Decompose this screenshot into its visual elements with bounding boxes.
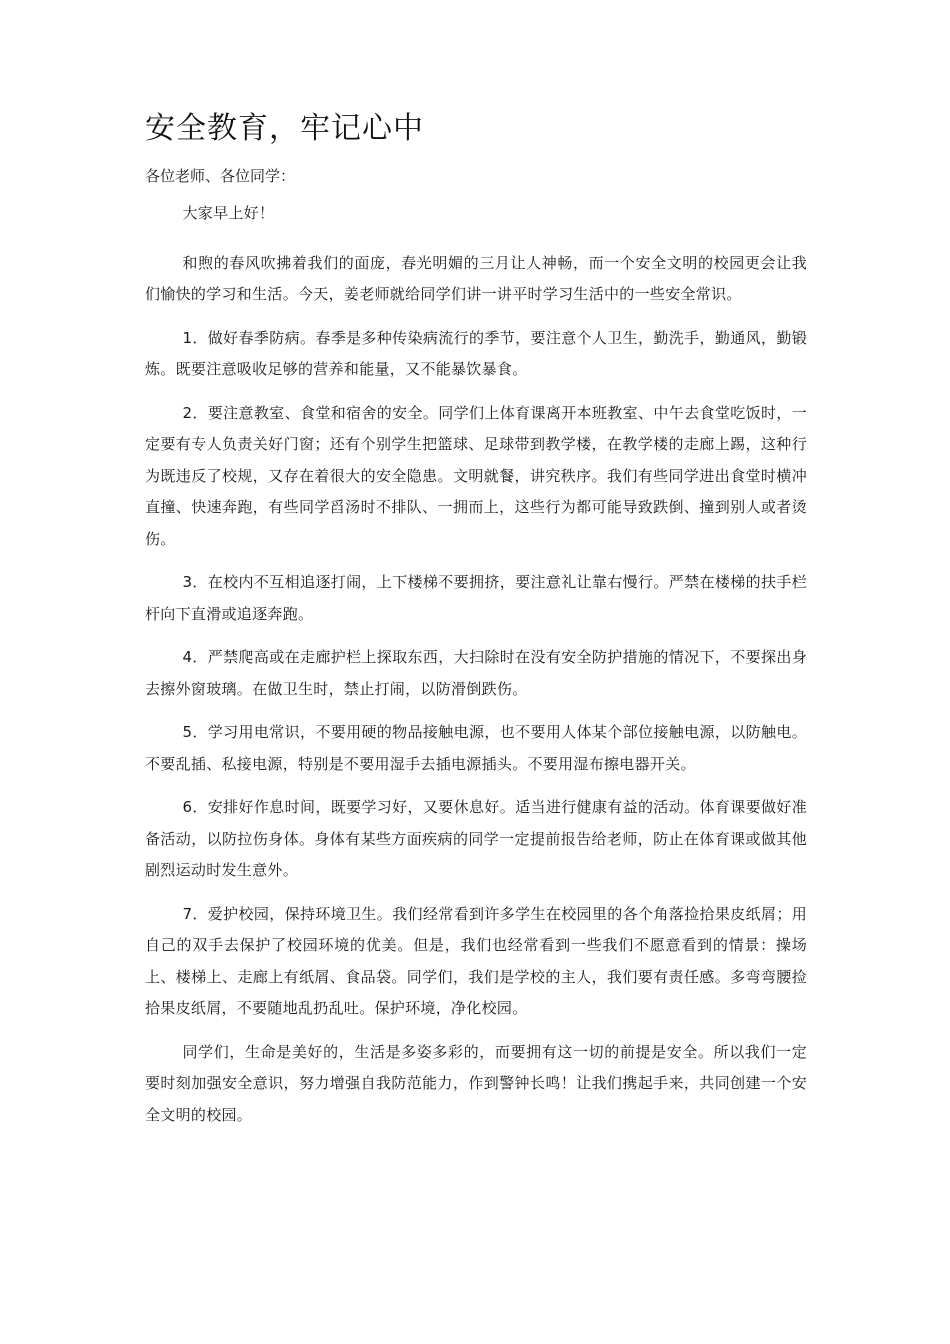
paragraph-item-6: 6．安排好作息时间，既要学习好，又要休息好。适当进行健康有益的活动。体育课要做好准备活动，以防拉伤身体。身体有某些方面疾病的同学一定提前报告给老师，防止在体育课或做其他剧烈运动时发生意外。 bbox=[145, 798, 807, 879]
greeting: 大家早上好！ bbox=[182, 204, 275, 222]
paragraph-item-2: 2．要注意教室、食堂和宿舍的安全。同学们上体育课离开本班教室、中午去食堂吃饭时，一定要有专人负责关好门窗；还有个别学生把篮球、足球带到教学楼，在教学楼的走廊上踢，这种行为既违反了校规，又存在着很大的安全隐患。文明就餐，讲究秩序。我们有些同学进出食堂时横冲直撞、快速奔跑，有些同学舀汤时不排队、一拥而上，这些行为都可能导致跌倒、撞到别人或者烫伤。 bbox=[145, 403, 807, 548]
paragraph-item-1: 1．做好春季防病。春季是多种传染病流行的季节，要注意个人卫生，勤洗手，勤通风，勤锻炼。既要注意吸收足够的营养和能量，又不能暴饮暴食。 bbox=[145, 328, 807, 378]
salutation: 各位老师、各位同学： bbox=[145, 167, 296, 185]
document-body bbox=[145, 108, 807, 1143]
document-title: 安全教育，牢记心中 bbox=[145, 111, 424, 146]
paragraph-item-7: 7．爱护校园，保持环境卫生。我们经常看到许多学生在校园里的各个角落捡拾果皮纸屑；用自己的双手去保护了校园环境的优美。但是，我们也经常看到一些我们不愿意看到的情景：操场上、楼梯上、走廊上有纸屑、食品袋。同学们，我们是学校的主人，我们要有责任感。多弯弯腰捡拾果皮纸屑，不要随地乱扔乱吐。保护环境，净化校园。 bbox=[145, 904, 807, 1017]
paragraph-closing: 同学们，生命是美好的，生活是多姿多彩的，而要拥有这一切的前提是安全。所以我们一定要时刻加强安全意识，努力增强自我防范能力，作到警钟长鸣！让我们携起手来，共同创建一个安全文明的校园。 bbox=[145, 1042, 807, 1124]
paragraph-item-5: 5．学习用电常识，不要用硬的物品接触电源，也不要用人体某个部位接触电源，以防触电。不要乱插、私接电源，特别是不要用湿手去插电源插头。不要用湿布擦电器开关。 bbox=[145, 723, 807, 773]
paragraph-intro: 和煦的春风吹拂着我们的面庞，春光明媚的三月让人神畅，而一个安全文明的校园更会让我们愉快的学习和生活。今天，姜老师就给同学们讲一讲平时学习生活中的一些安全常识。 bbox=[145, 253, 807, 303]
paragraph-item-3: 3．在校内不互相追逐打闹，上下楼梯不要拥挤，要注意礼让靠右慢行。严禁在楼梯的扶手栏杆向下直滑或追逐奔跑。 bbox=[145, 573, 807, 623]
paragraph-item-4: 4．严禁爬高或在走廊护栏上探取东西，大扫除时在没有安全防护措施的情况下，不要探出身去擦外窗玻璃。在做卫生时，禁止打闹，以防滑倒跌伤。 bbox=[145, 648, 807, 698]
